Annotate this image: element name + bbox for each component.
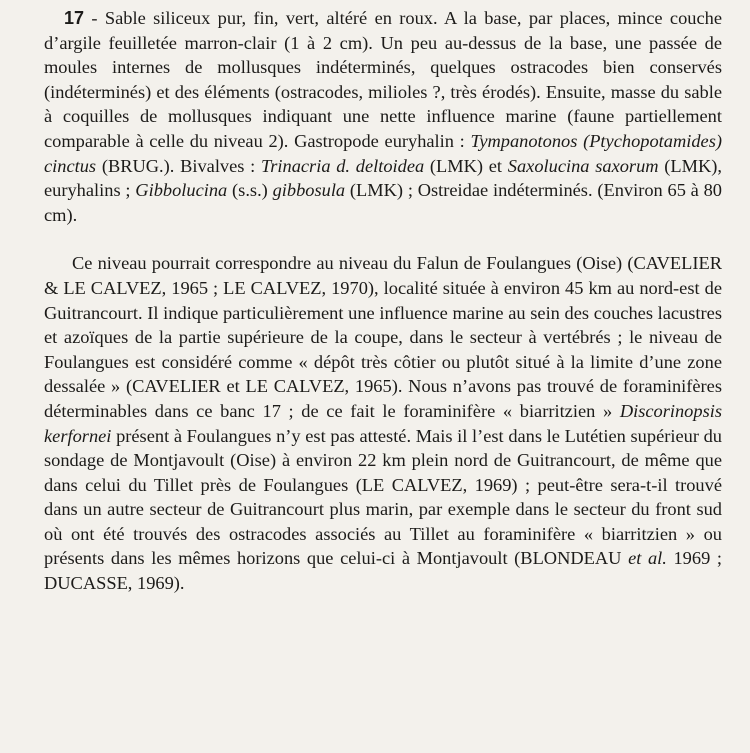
species-name: Tympanotonos (Ptychopotamides) cinctus (44, 130, 722, 176)
text-segment: (BRUG.). Bivalves : (96, 155, 262, 176)
genus-name: Gibbolucina (135, 180, 228, 201)
text-segment: (LMK), euryhalins ; (44, 155, 723, 201)
text-segment: (LMK) et (424, 155, 508, 176)
text-segment: (s.s.) (227, 180, 273, 201)
species-name: gibbosula (272, 180, 346, 201)
text-segment: 1969 ; DUCASSE, 1969). (44, 548, 722, 594)
paragraph-discussion (44, 251, 722, 595)
text-segment: (LMK) ; Ostreidae indéterminés. (Environ 65 à 80 cm). (44, 180, 723, 225)
citation-italic: et al. (628, 548, 667, 569)
text-segment: présent à Foulangues n’y est pas attesté. Mais il l’est dans le Lutétien supérieur du sondage de Montjavoult (Oise) à environ 22 km plein nord de Guitrancourt, de même que dans celui du Tillet près de Foulangues (LE CALVEZ, 1969) ; peut-être sera-t-il trouvé dans un autre secteur de Guitrancourt plus marin, par exemple dans le secteur du front sud où ont été trouvés des ostracodes associés au Tillet au foraminifère « biarritzien » ou présents dans les mêmes horizons que celui-ci à Montjavoult (BLONDEAU (44, 425, 722, 569)
species-name: Trinacria d. deltoidea (261, 155, 425, 176)
bed-number: 17 (64, 8, 85, 28)
species-name: Saxolucina saxorum (507, 155, 659, 176)
paragraph-bed-17 (44, 6, 722, 227)
text-segment: Ce niveau pourrait correspondre au niveau du Falun de Foulangues (Oise) (CAVELIER & LE CALVEZ, 1965 ; LE CALVEZ, 1970), localité située à environ 45 km au nord-est de Guitrancourt. Il indique particulièrement une influence marine au sein des couches lacustres et azoïques de la partie supérieure de la coupe, dans le secteur à vertébrés ; le niveau de Foulangues est considéré comme « dépôt très côtier ou plutôt situé à la limite d’une zone dessalée » (CAVELIER et LE CALVEZ, 1965). Nous n’avons pas trouvé de foraminifères déterminables dans ce banc 17 ; de ce fait le foraminifère « biarritzien » (44, 253, 722, 421)
text-segment: - Sable siliceux pur, fin, vert, altéré en roux. A la base, par places, mince couche d’argile feuilletée marron-clair (1 à 2 cm). Un peu au-dessus de la base, une passée de moules internes de mollusques indéterminés, quelques ostracodes bien conservés (indéterminés) et des éléments (ostracodes, milioles ?, très érodés). Ensuite, masse du sable à coquilles de mollusques indiquant une nette influence marine (faune partiellement comparable à celle du niveau 2). Gastropode euryhalin : (44, 8, 722, 151)
species-name: Discorinopsis kerfornei (44, 400, 722, 446)
